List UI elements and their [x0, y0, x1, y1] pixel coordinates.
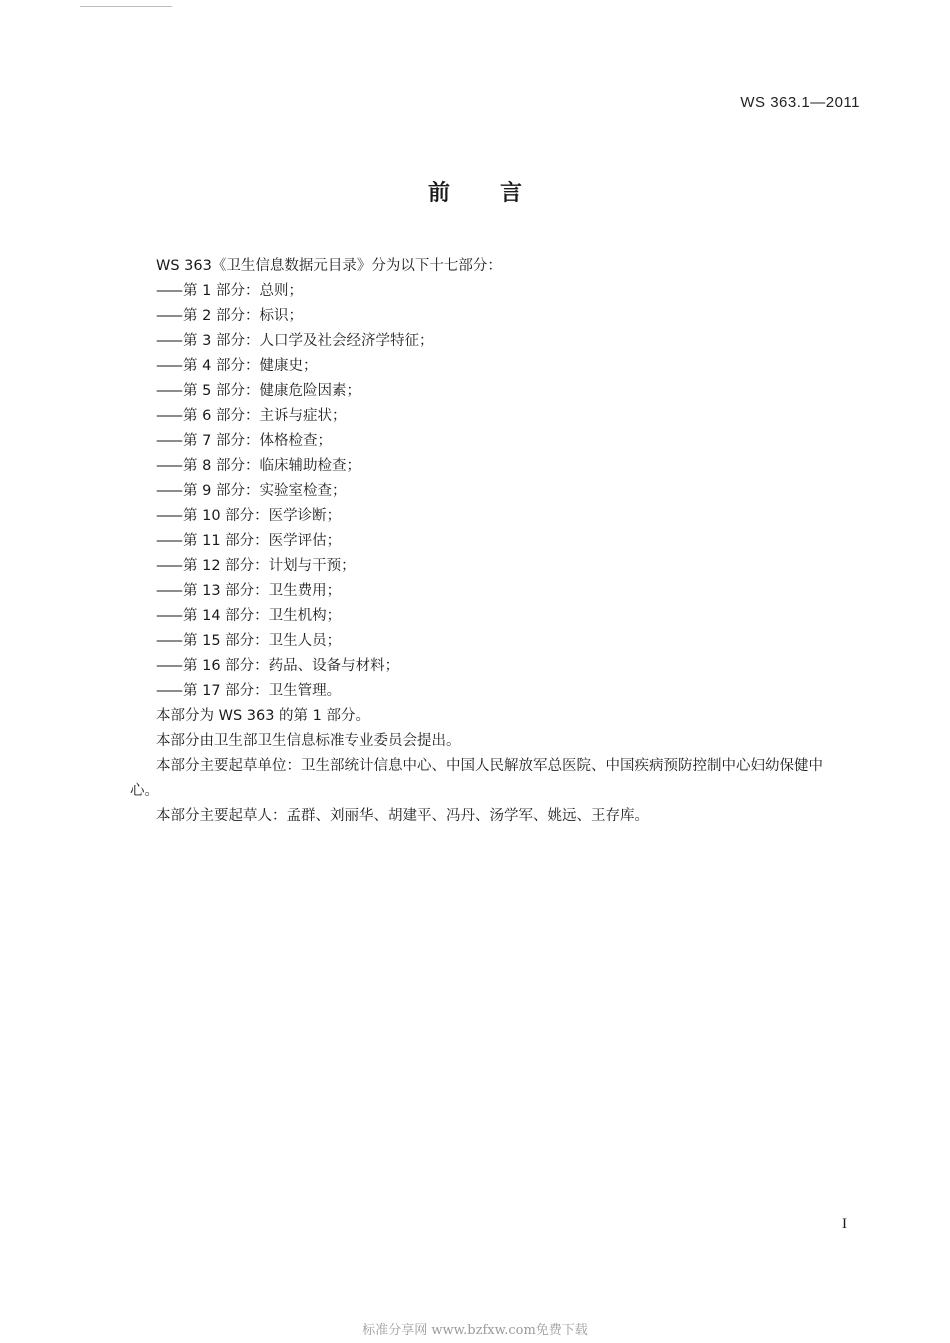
list-item-text: 第 6 部分：主诉与症状；: [183, 408, 347, 424]
list-dash: ——: [156, 283, 181, 299]
list-dash: ——: [156, 608, 181, 624]
list-item-text: 第 1 部分：总则；: [183, 283, 303, 299]
list-item: [130, 329, 830, 354]
list-item-text: 第 14 部分：卫生机构；: [183, 608, 342, 624]
list-item: [130, 379, 830, 404]
list-dash: ——: [156, 558, 181, 574]
list-item-text: 第 17 部分：卫生管理。: [183, 683, 342, 699]
list-dash: ——: [156, 383, 181, 399]
list-item: [130, 354, 830, 379]
parts-list: [130, 279, 830, 704]
paragraph: 本部分主要起草单位：卫生部统计信息中心、中国人民解放军总医院、中国疾病预防控制中心妇幼保健中心。: [130, 758, 823, 799]
list-item-text: 第 9 部分：实验室检查；: [183, 483, 347, 499]
paragraph: 本部分为 WS 363 的第 1 部分。: [156, 708, 370, 724]
list-dash: ——: [156, 308, 181, 324]
list-item: [130, 279, 830, 304]
list-item: [130, 454, 830, 479]
list-dash: ——: [156, 483, 181, 499]
list-dash: ——: [156, 658, 181, 674]
list-item-text: 第 11 部分：医学评估；: [183, 533, 342, 549]
list-item: [130, 604, 830, 629]
list-dash: ——: [156, 508, 181, 524]
list-item: [130, 304, 830, 329]
list-item-text: 第 4 部分：健康史；: [183, 358, 318, 374]
list-item-text: 第 3 部分：人口学及社会经济学特征；: [183, 333, 434, 349]
list-item-text: 第 2 部分：标识；: [183, 308, 303, 324]
list-dash: ——: [156, 408, 181, 424]
top-rule: [80, 6, 172, 7]
list-item: [130, 479, 830, 504]
list-dash: ——: [156, 533, 181, 549]
list-item: [130, 554, 830, 579]
list-item: [130, 679, 830, 704]
page-number: I: [842, 1216, 847, 1232]
list-dash: ——: [156, 633, 181, 649]
watermark: 标准分享网 www.bzfxw.com免费下载: [362, 1323, 588, 1338]
list-dash: ——: [156, 333, 181, 349]
list-dash: ——: [156, 683, 181, 699]
foreword-paragraphs: [130, 704, 830, 829]
list-item-text: 第 16 部分：药品、设备与材料；: [183, 658, 400, 674]
list-item-text: 第 5 部分：健康危险因素；: [183, 383, 361, 399]
list-item-text: 第 8 部分：临床辅助检查；: [183, 458, 361, 474]
paragraph: 本部分主要起草人：孟群、刘丽华、胡建平、冯丹、汤学军、姚远、王存库。: [156, 808, 649, 824]
standard-code: WS 363.1—2011: [740, 94, 860, 111]
list-item: [130, 654, 830, 679]
list-item-text: 第 10 部分：医学诊断；: [183, 508, 342, 524]
list-item: [130, 629, 830, 654]
list-dash: ——: [156, 583, 181, 599]
paragraph: 本部分由卫生部卫生信息标准专业委员会提出。: [156, 733, 461, 749]
intro-paragraph: WS 363《卫生信息数据元目录》分为以下十七部分：: [156, 258, 502, 274]
list-item: [130, 529, 830, 554]
list-dash: ——: [156, 358, 181, 374]
list-item-text: 第 12 部分：计划与干预；: [183, 558, 356, 574]
foreword-body: [130, 254, 830, 829]
list-item-text: 第 7 部分：体格检查；: [183, 433, 332, 449]
list-item: [130, 429, 830, 454]
page-title: 前言: [427, 181, 572, 206]
list-item-text: 第 13 部分：卫生费用；: [183, 583, 342, 599]
list-item: [130, 504, 830, 529]
list-item: [130, 404, 830, 429]
list-dash: ——: [156, 433, 181, 449]
list-dash: ——: [156, 458, 181, 474]
list-item: [130, 579, 830, 604]
list-item-text: 第 15 部分：卫生人员；: [183, 633, 342, 649]
